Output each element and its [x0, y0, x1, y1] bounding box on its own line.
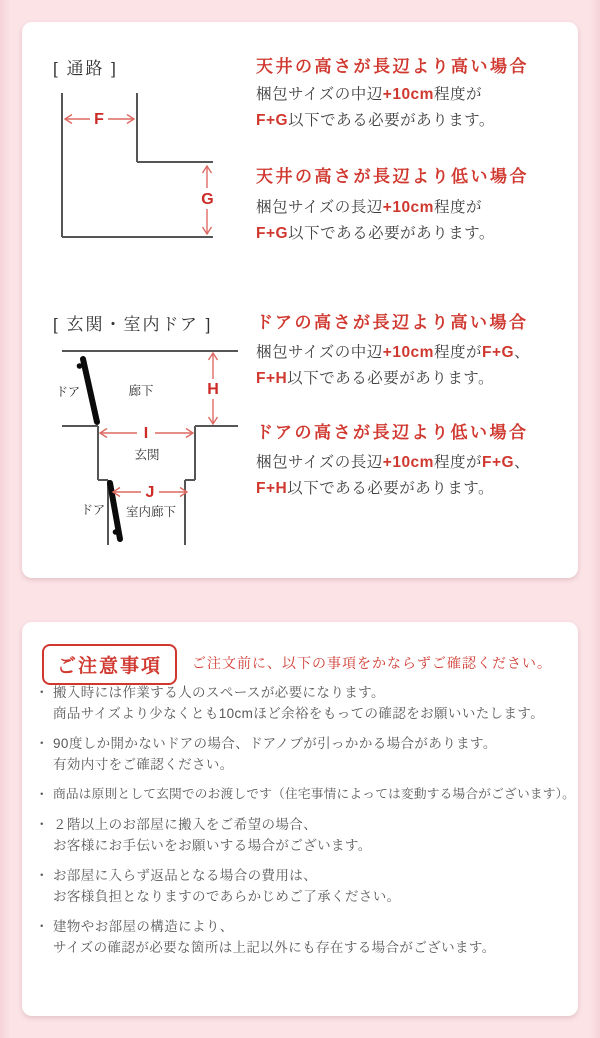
bullet: ・ [35, 919, 49, 934]
dimension-h-label: H [207, 381, 219, 398]
dimension-f-label: F [94, 111, 104, 128]
body-line: F+G以下である必要があります。 [256, 112, 495, 129]
body-line: F+G以下である必要があります。 [256, 225, 495, 242]
bullet: ・ [35, 736, 49, 751]
passage-case-high-heading: 天井の高さが長辺より高い場合 [256, 57, 529, 76]
passage-section-label: [ 通路 ] [53, 59, 118, 78]
bullet: ・ [35, 685, 49, 700]
passage-case-low-heading: 天井の高さが長辺より低い場合 [256, 167, 529, 186]
hallway-label: 廊下 [128, 384, 154, 398]
door-case-low-heading: ドアの高さが長辺より低い場合 [256, 423, 529, 442]
dimension-i-label: I [143, 425, 149, 442]
notice-item [35, 784, 576, 805]
entrance-door-knob [77, 363, 83, 369]
entrance-door-label: ドア [55, 385, 81, 399]
entrance-label: 玄関 [134, 448, 160, 462]
notice-item [35, 733, 562, 775]
measurement-guide-card [22, 22, 578, 578]
notice-item-text: 建物やお部屋の構造により、 サイズの確認が必要な箇所は上記以外にも存在する場合がございます。 [53, 919, 496, 955]
bullet: ・ [35, 817, 49, 832]
door-case-high-heading: ドアの高さが長辺より高い場合 [256, 313, 529, 332]
notice-item-text: 搬入時には作業する人のスペースが必要になります。 商品サイズより少なくとも10cmほど余裕をもっての確認をお願いいたします。 [53, 685, 545, 721]
body-line: 梱包サイズの中辺+10cm程度がF+G、 [256, 344, 531, 361]
door-case-low-body [256, 450, 530, 502]
notice-lead-text: ご注文前に、以下の事項をかならずご確認ください。 [192, 655, 552, 671]
door-section-label: [ 玄関・室内ドア ] [53, 315, 213, 334]
notice-list [35, 682, 576, 967]
notice-card [22, 622, 578, 1016]
notice-item-text: 商品は原則として玄関でのお渡しです（住宅事情によっては変動する場合がございます）。 [53, 787, 576, 801]
door-diagram [52, 347, 252, 552]
bullet: ・ [35, 787, 49, 802]
passage-case-low-body [256, 195, 495, 247]
entrance-door-shape [83, 359, 97, 422]
notice-item [35, 814, 562, 856]
body-line: 梱包サイズの長辺+10cm程度が [256, 199, 482, 216]
passage-case-high-body [256, 82, 495, 134]
bullet: ・ [35, 868, 49, 883]
door-case-high-body [256, 340, 530, 392]
dimension-j-label: J [145, 484, 155, 501]
body-line: F+H以下である必要があります。 [256, 480, 494, 497]
passage-diagram [52, 82, 252, 252]
notice-item [35, 916, 562, 958]
body-line: 梱包サイズの長辺+10cm程度がF+G、 [256, 454, 531, 471]
notice-item [35, 865, 562, 907]
dimension-arrow-g [198, 166, 217, 234]
inner-hallway-label: 室内廊下 [125, 505, 177, 519]
notice-item-text: お部屋に入らず返品となる場合の費用は、 お客様負担となりますのであらかじめご了承ください。 [53, 868, 401, 904]
body-line: F+H以下である必要があります。 [256, 370, 494, 387]
notice-badge: ご注意事項 [42, 644, 177, 685]
dimension-arrow-j [113, 482, 187, 501]
notice-item-text: 90度しか開かないドアの場合、ドアノブが引っかかる場合があります。 有効内寸をご確認ください。 [53, 736, 497, 772]
dimension-g-label: G [201, 191, 214, 208]
notice-item [35, 682, 562, 724]
notice-item-text: ２階以上のお部屋に搬入をご希望の場合、 お客様にお手伝いをお願いする場合がございます。 [53, 817, 372, 853]
interior-door-label: ドア [80, 503, 106, 517]
dimension-arrow-f [65, 108, 134, 129]
dimension-arrow-i [100, 423, 193, 442]
interior-door-knob [113, 529, 119, 535]
dimension-arrow-h [204, 353, 222, 424]
body-line: 梱包サイズの中辺+10cm程度が [256, 86, 482, 103]
